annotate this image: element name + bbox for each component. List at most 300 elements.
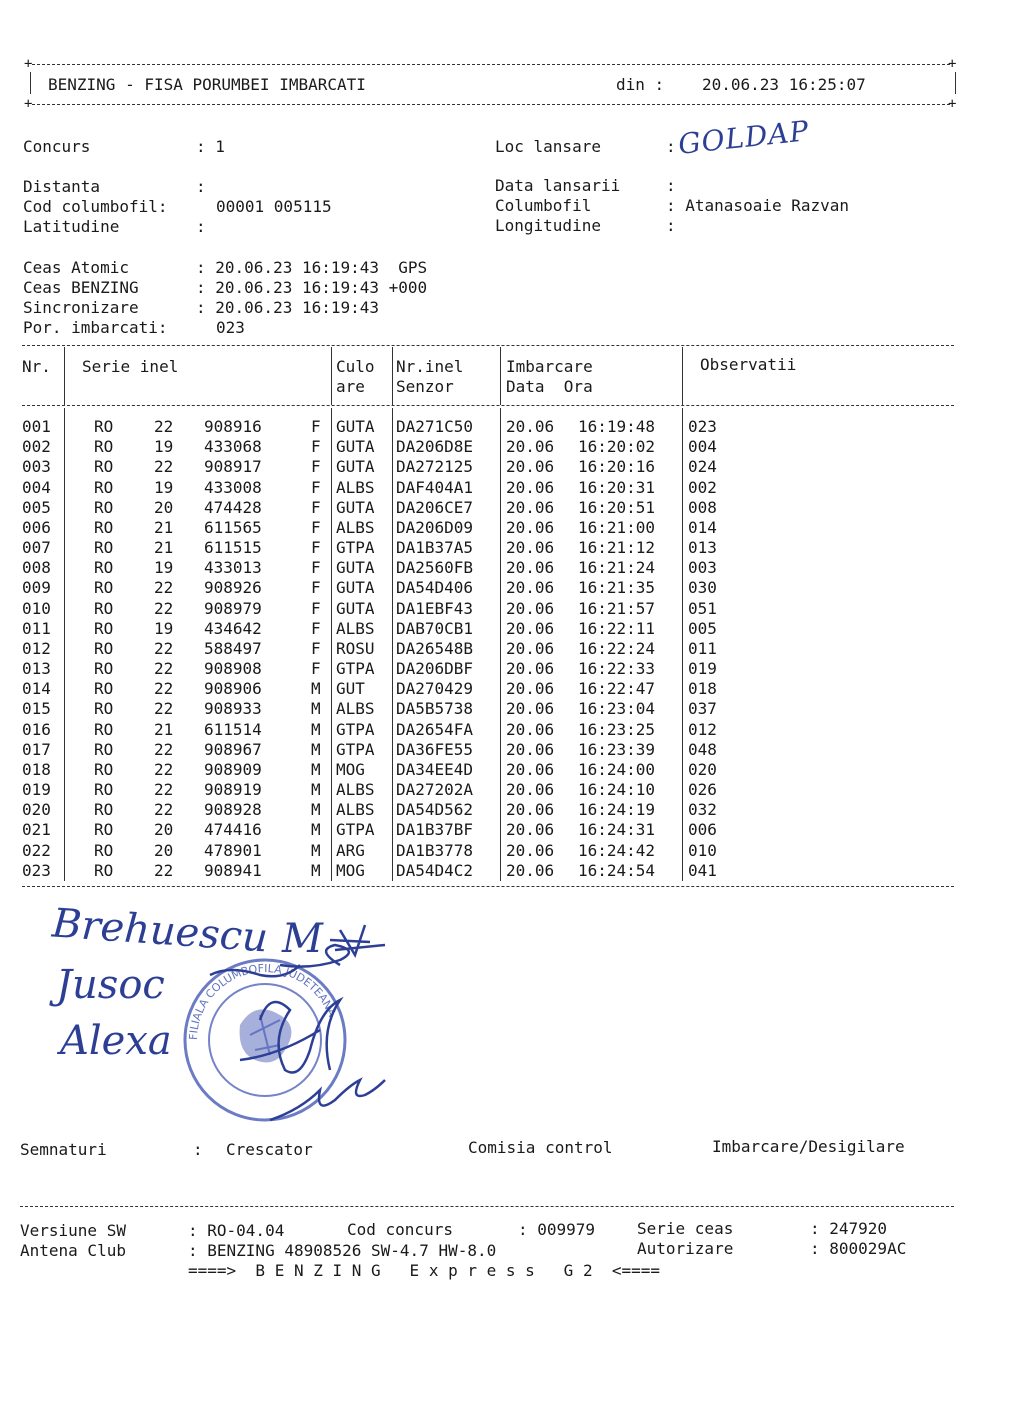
ceas-atomic-label: Ceas Atomic (23, 258, 129, 277)
cod-columbofil-value: 00001 005115 (216, 197, 332, 216)
ceas-atomic-value: : 20.06.23 16:19:43 GPS (196, 258, 428, 277)
cell-sex: M (311, 820, 321, 840)
cell-color: GUTA (336, 437, 375, 457)
cell-observatii: 032 (688, 800, 717, 820)
cell-color: ARG (336, 840, 365, 860)
cell-nr: 015 (22, 699, 51, 719)
data-lansarii-label: Data lansarii (495, 176, 621, 195)
por-imbarcati-value: 023 (216, 318, 245, 337)
cell-year: 22 (154, 659, 174, 679)
cell-observatii: 004 (688, 437, 717, 457)
versiune-value: : RO-04.04 (188, 1221, 285, 1240)
distanta-label: Distanta (23, 177, 101, 196)
cell-nr: 020 (22, 800, 51, 820)
cell-country: RO (94, 659, 114, 679)
col-separator (392, 347, 393, 405)
cell-time: 16:23:04 (578, 699, 656, 719)
benzing-express-banner: ====> B E N Z I N G E x p r e s s G 2 <==== (188, 1261, 661, 1280)
footer-separator (20, 1206, 954, 1207)
cell-sex: M (311, 739, 321, 759)
cell-nr: 003 (22, 457, 51, 477)
cell-date: 20.06 (506, 558, 555, 578)
cell-nr: 009 (22, 578, 51, 598)
cell-ring-number: 908906 (204, 679, 262, 699)
table-row (0, 841, 1024, 861)
cell-nr: 011 (22, 618, 51, 638)
table-row (0, 558, 1024, 578)
cell-observatii: 026 (688, 780, 717, 800)
cell-color: GUTA (336, 497, 375, 517)
loc-lansare-handwritten: GOLDAP (676, 114, 811, 161)
cell-observatii: 023 (688, 417, 717, 436)
header-left-border (30, 72, 31, 94)
cell-ring-number: 908909 (204, 759, 262, 779)
longitudine-label: Longitudine (495, 216, 601, 235)
cell-nr: 001 (22, 417, 51, 436)
cell-year: 22 (154, 417, 174, 436)
cell-country: RO (94, 840, 114, 860)
col-header-nrinel-2: Senzor (396, 377, 454, 396)
cell-observatii: 005 (688, 618, 717, 638)
table-row (0, 679, 1024, 699)
cell-sex: M (311, 840, 321, 860)
cell-country: RO (94, 457, 114, 477)
col-header-observatii: Observatii (700, 355, 797, 374)
cell-time: 16:20:16 (578, 457, 656, 477)
cell-color: ALBS (336, 477, 375, 497)
table-row (0, 760, 1024, 780)
frame-corner: + (948, 56, 957, 72)
cell-time: 16:23:39 (578, 739, 656, 759)
cell-color: ALBS (336, 699, 375, 719)
cell-year: 22 (154, 759, 174, 779)
cell-nr: 012 (22, 638, 51, 658)
cell-sex: F (311, 538, 321, 558)
cell-color: GUTA (336, 558, 375, 578)
cell-ring-number: 474428 (204, 497, 262, 517)
cell-sex: F (311, 638, 321, 658)
col-separator (500, 347, 501, 405)
cell-nr: 018 (22, 759, 51, 779)
table-row (0, 699, 1024, 719)
latitudine-label: Latitudine (23, 217, 120, 236)
cell-ring-number: 611515 (204, 538, 262, 558)
cell-time: 16:20:02 (578, 437, 656, 457)
cell-year: 19 (154, 558, 174, 578)
cell-year: 22 (154, 699, 174, 719)
cod-concurs-value: : 009979 (518, 1220, 596, 1239)
latitudine-value: : (196, 217, 206, 236)
concurs-label: Concurs (23, 137, 91, 156)
cell-observatii: 006 (688, 820, 717, 840)
cell-year: 19 (154, 437, 174, 457)
cell-color: GUTA (336, 578, 375, 598)
table-row (0, 417, 1024, 437)
cell-color: GTPA (336, 538, 375, 558)
frame-corner: + (24, 56, 33, 72)
cell-nr: 013 (22, 659, 51, 679)
table-row (0, 437, 1024, 457)
cell-country: RO (94, 820, 114, 840)
cell-nr: 022 (22, 840, 51, 860)
cod-concurs-label: Cod concurs (347, 1220, 453, 1239)
cell-ring-number: 474416 (204, 820, 262, 840)
sincronizare-value: : 20.06.23 16:19:43 (196, 298, 380, 317)
cell-country: RO (94, 739, 114, 759)
cell-sensor: DA206CE7 (396, 497, 474, 517)
col-header-nrinel-1: Nr.inel (396, 357, 464, 376)
cell-color: MOG (336, 860, 365, 880)
cell-sex: M (311, 780, 321, 800)
cell-date: 20.06 (506, 780, 555, 800)
cell-year: 22 (154, 578, 174, 598)
cell-nr: 002 (22, 437, 51, 457)
cell-year: 20 (154, 497, 174, 517)
cell-sensor: DA1B3778 (396, 840, 474, 860)
cell-observatii: 019 (688, 659, 717, 679)
cell-year: 19 (154, 618, 174, 638)
cell-sex: F (311, 578, 321, 598)
cell-sensor: DA5B5738 (396, 699, 474, 719)
loc-lansare-label: Loc lansare (495, 137, 601, 156)
cell-year: 22 (154, 598, 174, 618)
data-lansarii-value: : (666, 176, 676, 195)
cell-sensor: DA206DBF (396, 659, 474, 679)
cell-date: 20.06 (506, 699, 555, 719)
cell-year: 22 (154, 800, 174, 820)
columbofil-label: Columbofil (495, 196, 592, 215)
cell-nr: 014 (22, 679, 51, 699)
cell-date: 20.06 (506, 800, 555, 820)
table-row (0, 639, 1024, 659)
cell-country: RO (94, 618, 114, 638)
cell-ring-number: 908941 (204, 860, 262, 880)
cell-ring-number: 478901 (204, 840, 262, 860)
handwritten-name-1: Brehuescu (50, 900, 270, 962)
cell-observatii: 030 (688, 578, 717, 598)
cell-sex: M (311, 800, 321, 820)
cell-sensor: DA27202A (396, 780, 474, 800)
cell-sex: M (311, 679, 321, 699)
semnaturi-colon: : (193, 1140, 203, 1159)
col-header-imbarcare-2: Data Ora (506, 377, 593, 396)
cell-country: RO (94, 578, 114, 598)
cell-date: 20.06 (506, 759, 555, 779)
cell-ring-number: 908928 (204, 800, 262, 820)
cell-country: RO (94, 719, 114, 739)
cell-year: 22 (154, 638, 174, 658)
cell-date: 20.06 (506, 659, 555, 679)
por-imbarcati-label: Por. imbarcati: (23, 318, 168, 337)
cell-country: RO (94, 759, 114, 779)
cell-color: GTPA (336, 719, 375, 739)
cell-nr: 016 (22, 719, 51, 739)
cell-ring-number: 908919 (204, 780, 262, 800)
cell-observatii: 012 (688, 719, 717, 739)
handwritten-name-3: Alexa (60, 1018, 172, 1064)
table-body (0, 417, 1024, 881)
handwritten-initials: M (282, 916, 323, 962)
cell-country: RO (94, 517, 114, 537)
cell-time: 16:22:33 (578, 659, 656, 679)
cell-sensor: DA270429 (396, 679, 474, 699)
cell-color: GUTA (336, 417, 375, 436)
cod-columbofil-label: Cod columbofil: (23, 197, 168, 216)
col-header-imbarcare-1: Imbarcare (506, 357, 593, 376)
ceas-benzing-label: Ceas BENZING (23, 278, 139, 297)
cell-country: RO (94, 800, 114, 820)
cell-observatii: 014 (688, 517, 717, 537)
cell-ring-number: 433068 (204, 437, 262, 457)
table-top-border (22, 345, 954, 346)
cell-year: 22 (154, 860, 174, 880)
cell-sex: F (311, 437, 321, 457)
cell-year: 20 (154, 840, 174, 860)
cell-year: 19 (154, 477, 174, 497)
crescator-label: Crescator (226, 1140, 313, 1159)
cell-sensor: DA206D8E (396, 437, 474, 457)
semnaturi-label: Semnaturi (20, 1140, 107, 1159)
cell-country: RO (94, 679, 114, 699)
cell-country: RO (94, 558, 114, 578)
cell-sex: F (311, 457, 321, 477)
cell-ring-number: 433008 (204, 477, 262, 497)
cell-time: 16:23:25 (578, 719, 656, 739)
cell-sensor: DA272125 (396, 457, 474, 477)
cell-time: 16:21:00 (578, 517, 656, 537)
serie-ceas-value: : 247920 (810, 1219, 888, 1238)
cell-sensor: DA54D562 (396, 800, 474, 820)
distanta-value: : (196, 177, 206, 196)
cell-date: 20.06 (506, 578, 555, 598)
table-row (0, 498, 1024, 518)
cell-time: 16:24:10 (578, 780, 656, 800)
cell-time: 16:21:57 (578, 598, 656, 618)
cell-date: 20.06 (506, 417, 555, 436)
cell-date: 20.06 (506, 538, 555, 558)
col-separator (64, 347, 65, 405)
sincronizare-label: Sincronizare (23, 298, 139, 317)
cell-ring-number: 434642 (204, 618, 262, 638)
cell-sex: F (311, 417, 321, 436)
cell-color: ROSU (336, 638, 375, 658)
cell-date: 20.06 (506, 477, 555, 497)
cell-time: 16:24:19 (578, 800, 656, 820)
cell-sex: F (311, 497, 321, 517)
document-title: BENZING - FISA PORUMBEI IMBARCATI (48, 75, 366, 94)
cell-nr: 023 (22, 860, 51, 880)
cell-color: MOG (336, 759, 365, 779)
cell-sensor: DA1EBF43 (396, 598, 474, 618)
cell-country: RO (94, 598, 114, 618)
cell-observatii: 020 (688, 759, 717, 779)
table-row (0, 861, 1024, 881)
cell-color: ALBS (336, 780, 375, 800)
cell-observatii: 024 (688, 457, 717, 477)
cell-color: GTPA (336, 739, 375, 759)
cell-color: GUTA (336, 457, 375, 477)
cell-date: 20.06 (506, 638, 555, 658)
cell-sex: F (311, 659, 321, 679)
cell-date: 20.06 (506, 618, 555, 638)
cell-time: 16:21:24 (578, 558, 656, 578)
cell-sex: M (311, 699, 321, 719)
cell-time: 16:20:51 (578, 497, 656, 517)
cell-sex: M (311, 860, 321, 880)
cell-country: RO (94, 699, 114, 719)
cell-year: 20 (154, 820, 174, 840)
cell-time: 16:19:48 (578, 417, 656, 436)
stamp-ring-text: FILIALA COLUMBOFILA JUDETEANA (186, 961, 339, 1041)
cell-observatii: 037 (688, 699, 717, 719)
table-row (0, 619, 1024, 639)
din-label: din : (616, 75, 665, 94)
cell-nr: 017 (22, 739, 51, 759)
table-row (0, 578, 1024, 598)
cell-country: RO (94, 860, 114, 880)
cell-sex: F (311, 618, 321, 638)
cell-sensor: DA1B37BF (396, 820, 474, 840)
cell-ring-number: 908933 (204, 699, 262, 719)
cell-observatii: 051 (688, 598, 717, 618)
cell-color: GTPA (336, 659, 375, 679)
ceas-benzing-value: : 20.06.23 16:19:43 +000 (196, 278, 428, 297)
col-separator (682, 347, 683, 405)
cell-date: 20.06 (506, 820, 555, 840)
cell-time: 16:22:24 (578, 638, 656, 658)
cell-time: 16:24:42 (578, 840, 656, 860)
cell-ring-number: 908917 (204, 457, 262, 477)
table-row (0, 478, 1024, 498)
cell-color: ALBS (336, 800, 375, 820)
cell-year: 22 (154, 457, 174, 477)
table-row (0, 457, 1024, 477)
cell-nr: 010 (22, 598, 51, 618)
cell-observatii: 008 (688, 497, 717, 517)
table-header-separator (22, 405, 954, 406)
cell-year: 22 (154, 739, 174, 759)
cell-country: RO (94, 417, 114, 436)
cell-time: 16:21:12 (578, 538, 656, 558)
cell-date: 20.06 (506, 457, 555, 477)
cell-country: RO (94, 780, 114, 800)
cell-date: 20.06 (506, 437, 555, 457)
table-bottom-border (22, 886, 954, 887)
autorizare-label: Autorizare (637, 1239, 734, 1258)
cell-time: 16:22:47 (578, 679, 656, 699)
cell-sensor: DA206D09 (396, 517, 474, 537)
cell-sex: F (311, 598, 321, 618)
cell-country: RO (94, 477, 114, 497)
table-row (0, 780, 1024, 800)
cell-ring-number: 433013 (204, 558, 262, 578)
cell-observatii: 048 (688, 739, 717, 759)
cell-nr: 004 (22, 477, 51, 497)
cell-date: 20.06 (506, 517, 555, 537)
cell-color: GTPA (336, 820, 375, 840)
cell-country: RO (94, 538, 114, 558)
header-bottom-border (32, 104, 950, 105)
cell-sensor: DA2654FA (396, 719, 474, 739)
comisia-label: Comisia control (468, 1138, 613, 1157)
cell-observatii: 041 (688, 860, 717, 880)
col-header-culoare-2: are (336, 377, 365, 396)
table-row (0, 538, 1024, 558)
cell-ring-number: 588497 (204, 638, 262, 658)
cell-ring-number: 611565 (204, 517, 262, 537)
cell-observatii: 011 (688, 638, 717, 658)
cell-date: 20.06 (506, 679, 555, 699)
cell-nr: 008 (22, 558, 51, 578)
loc-lansare-colon: : (666, 137, 676, 156)
cell-color: GUTA (336, 598, 375, 618)
antena-value: : BENZING 48908526 SW-4.7 HW-8.0 (188, 1241, 497, 1260)
cell-observatii: 003 (688, 558, 717, 578)
table-row (0, 740, 1024, 760)
table-row (0, 659, 1024, 679)
longitudine-value: : (666, 216, 676, 235)
cell-time: 16:24:31 (578, 820, 656, 840)
versiune-label: Versiune SW (20, 1221, 126, 1240)
frame-corner: + (948, 96, 957, 112)
col-header-culoare-1: Culo (336, 357, 375, 376)
concurs-value: : 1 (196, 137, 225, 156)
header-top-border (32, 64, 950, 65)
cell-date: 20.06 (506, 497, 555, 517)
serie-ceas-label: Serie ceas (637, 1219, 734, 1238)
cell-sensor: DA54D406 (396, 578, 474, 598)
cell-sensor: DA271C50 (396, 417, 474, 436)
cell-sex: M (311, 759, 321, 779)
cell-year: 21 (154, 719, 174, 739)
table-row (0, 820, 1024, 840)
cell-country: RO (94, 497, 114, 517)
table-row (0, 720, 1024, 740)
cell-date: 20.06 (506, 739, 555, 759)
handwritten-signatures (200, 910, 420, 1140)
cell-sensor: DA2560FB (396, 558, 474, 578)
cell-observatii: 002 (688, 477, 717, 497)
cell-nr: 005 (22, 497, 51, 517)
cell-sensor: DA1B37A5 (396, 538, 474, 558)
cell-sex: F (311, 558, 321, 578)
cell-color: GUT (336, 679, 365, 699)
cell-time: 16:24:54 (578, 860, 656, 880)
cell-time: 16:21:35 (578, 578, 656, 598)
cell-time: 16:20:31 (578, 477, 656, 497)
cell-color: ALBS (336, 517, 375, 537)
cell-year: 22 (154, 780, 174, 800)
cell-ring-number: 611514 (204, 719, 262, 739)
header-right-border (955, 72, 956, 94)
columbofil-value: : Atanasoaie Razvan (666, 196, 850, 215)
cell-color: ALBS (336, 618, 375, 638)
cell-observatii: 010 (688, 840, 717, 860)
cell-time: 16:24:00 (578, 759, 656, 779)
cell-sensor: DAB70CB1 (396, 618, 474, 638)
cell-nr: 021 (22, 820, 51, 840)
table-row (0, 599, 1024, 619)
cell-sensor: DA54D4C2 (396, 860, 474, 880)
cell-observatii: 013 (688, 538, 717, 558)
cell-date: 20.06 (506, 840, 555, 860)
cell-observatii: 018 (688, 679, 717, 699)
cell-date: 20.06 (506, 860, 555, 880)
cell-sensor: DA26548B (396, 638, 474, 658)
cell-year: 21 (154, 517, 174, 537)
col-header-serie: Serie inel (82, 357, 179, 376)
cell-date: 20.06 (506, 598, 555, 618)
